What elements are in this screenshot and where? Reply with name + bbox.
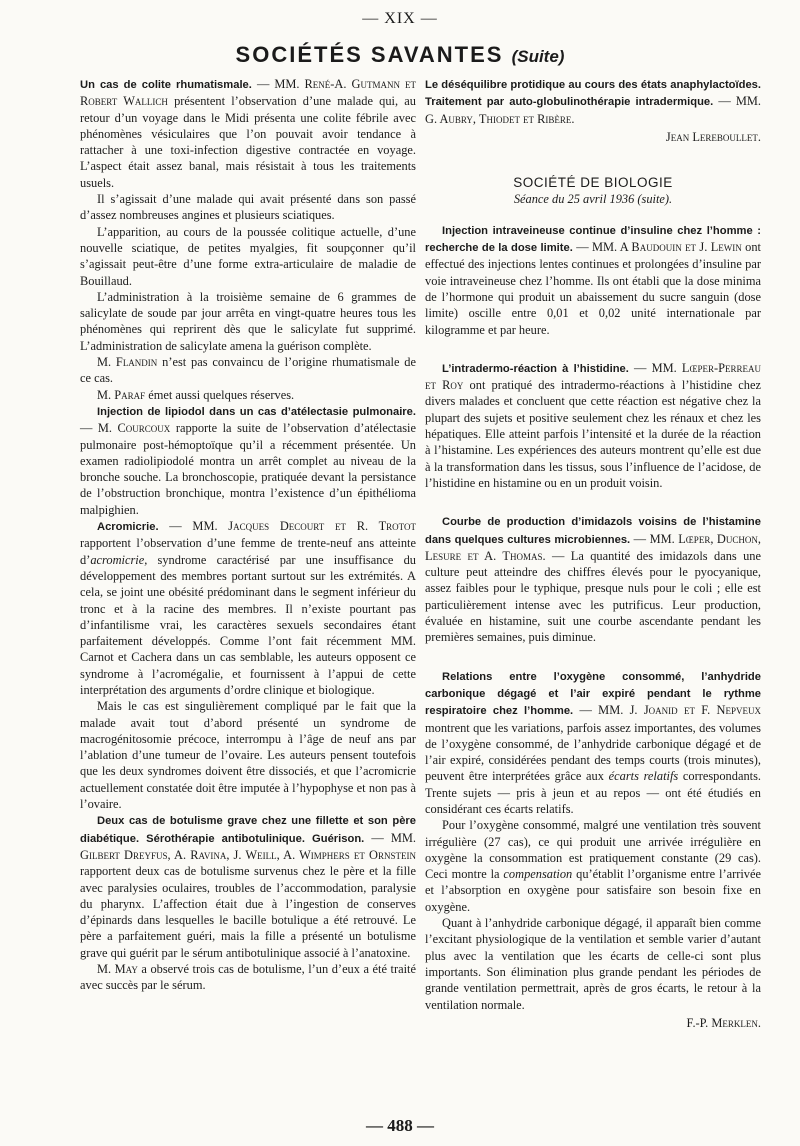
article-insuline: Injection intraveineuse continue d’insuline chez l’homme : recherche de la dose limite. — MM. A Baudouin et J. Lewin ont effectué des injections lentes continues et prolongées d’insuline par voie intraveineuse chez l’homme. Ils ont établi que la dose minima de l’hormone qui produit un abaissement du sucre sanguin (dose limite) oscille entre 0,01 et 0,02 unité internationale par kilogramme et par heure.: [425, 224, 761, 337]
article-paragraph: L’apparition, au cours de la poussée colitique actuelle, d’une nouvelle sciatique, de petites myalgies, fit soupçonner qu’il s’agissait peut-être d’une forme extra-articulaire de maladie de Bouillaud.: [80, 224, 416, 288]
article-text: rapportent l’observation d’une femme de trente-neuf ans atteinte d’: [80, 536, 416, 567]
signature: Jean Lereboullet.: [665, 129, 761, 144]
article-text: La quantité des imidazols dans une culture peut atteindre des chiffres élevés pour le pyocyanique, assez faibles pour le typhique, presque nuls pour le coli ; elle est particulièrement intense avec les putrificus. Leur production, évaluée en histamine, suit une courbe ascendante pendant les premières semaines, puis diminue.: [425, 548, 761, 645]
article-text: a observé trois cas de botulisme, l’un d’eux a été traité avec succès par le sérum.: [80, 962, 416, 993]
article-text: ont effectué des injections lentes continues et prolongées d’insuline par voie intraveineuse chez l’homme. Ils ont établi que la dose minima de l’hormone qui produit un abaissement du sucre sanguin (dose limite) oscille entre 0,01 et 0,02 unité internationale par kilogramme et par heure.: [425, 240, 761, 337]
article-title: Acromicrie.: [97, 521, 159, 534]
page-number: — 488 —: [366, 1116, 434, 1135]
session-date: Séance du 25 avril 1936 (suite).: [513, 192, 673, 207]
article-text: syndrome caractérisé par une insuffisance du développement des membres portant surtout sur les extrémités. A cela, se joint une obésité prédominant dans le segment inférieur du tronc et à la racine des membres. Il n’existe pourtant pas d’infantilisme vrai, les caractères sexuels secondaires étant parfaitement développés. Comme l’ont fait récemment MM. Carnot et Cachera dans un cas semblable, les auteurs opposent ce syndrome à l’acromégalie, et fournissent à l’appui de cette interprétation des arguments d’ordre clinique et biologique.: [80, 552, 416, 697]
discussant-name: M. Flandin: [97, 355, 158, 370]
section-title-suite: (Suite): [511, 47, 565, 66]
article-anaphylactoides: Le déséquilibre protidique au cours des états anaphylactoïdes. Traitement par auto-globulinothérapie intradermique. — MM. G. Aubry, Thiodet et Ribère.: [425, 79, 761, 126]
article-authors: MM. Gilbert Dreyfus, A. Ravina, J. Weill, A. Wimphers et Ornstein: [80, 830, 416, 862]
article-text: ont pratiqué des intradermo-réactions à l’histidine chez divers malades et concluent que cette réaction est négative chez la plupart des sujets et positive seulement chez les rénaux et chez les hépatiques. Elle atteint parfois l’intensité et la durée de la réaction à l’histamine. Les expériences des auteurs montrent qu’elle est due à la transformation dans les tissus, sous l’influence de l’acidose, de l’histidine en histamine ou en un produit voisin.: [425, 378, 761, 490]
left-column: [80, 76, 416, 994]
article-title: L’intradermo-réaction à l’histidine.: [442, 362, 629, 375]
article-authors: MM. A Baudouin et J. Lewin: [591, 240, 742, 255]
article-text: n’est pas convaincu de l’origine rhumatismale de ce cas.: [80, 355, 416, 386]
page-roman-numeral: — XIX —: [362, 10, 438, 27]
article-text: rapporte la suite de l’observation d’atélectasie pulmonaire post-hémoptoïque qu’il a récemment présentée. Un examen radiolipiodolé montra un arrêt complet au niveau de la bronche souche. La bronchoscopie, pratiquée devant la persistance de l’obstruction bronchique, montra l’existence d’un épithélioma malpighien.: [80, 421, 416, 517]
article-term: acromicrie,: [90, 552, 148, 567]
article-authors: MM. J. Joanid et F. Nepveux: [598, 703, 761, 718]
section-title-text: SOCIÉTÉS SAVANTES: [235, 42, 504, 67]
article-text: Pour l’oxygène consommé, malgré une ventilation très souvent irrégulière (27 cas), ce qui produit une arrivée irrégulière en oxygène la consommation est pratiquement constante (29 cas). Ceci montre la: [425, 818, 761, 882]
discussant-name: M. May: [97, 962, 138, 977]
article-paragraph: Quant à l’anhydride carbonique dégagé, il apparaît bien comme l’excitant physiologique de la ventilation et semble varier d’autant plus avec la ventilation que les écarts de celle-ci sont plus importants. Son élimination plus grande pendant les périodes de grande ventilation permettrait, après de gros écarts, le retour à la ventilation normale.: [425, 916, 761, 1012]
signature: F.-P. Merklen.: [686, 1015, 761, 1030]
article-acromicrie: Acromicrie. — MM. Jacques Decourt et R. Trotot rapportent l’observation d’une femme de trente-neuf ans atteinte d’acromicrie, syndrome caractérisé par une insuffisance du développement des membres portant surtout sur les extrémités. A cela, se joint une obésité prédominant dans le segment inférieur du tronc et à la racine des membres. Il n’existe pourtant pas d’infantilisme vrai, les caractères sexuels secondaires étant parfaitement développés. Comme l’ont fait récemment MM. Carnot et Cachera dans un cas semblable, les auteurs opposent ce syndrome à l’acromégalie, et fournissent à l’appui de cette interprétation des arguments d’ordre clinique et biologique.: [80, 519, 416, 697]
article-title: Injection intraveineuse continue d’insuline chez l’homme : recherche de la dose limite.: [425, 224, 761, 255]
article-histidine: L’intradermo-réaction à l’histidine. — MM. Lœper-Perreau et Roy ont pratiqué des intradermo-réactions à l’histidine chez divers malades et concluent que cette réaction est négative chez la plupart des sujets et positive seulement chez les rénaux et chez les hépatiques. Elle atteint parfois l’intensité et la durée de la réaction à l’histamine. Les expériences des auteurs montrent qu’elle est due à la transformation dans les tissus, sous l’influence de l’acidose, de l’histidine en histamine ou en un produit voisin.: [425, 360, 761, 490]
society-heading: SOCIÉTÉ DE BIOLOGIE: [513, 175, 673, 191]
article-paragraph: Mais le cas est singulièrement compliqué par le fait que la malade avait tout d’abord présenté un syndrome de macrogénitosomie précoce, interrompu à l’âge de neuf ans par l’ablation d’une tumeur de l’ovaire. Les auteurs pensent toutefois que les deux syndromes doivent être dissociés, et que l’acromicrie actuellement constatée doit être imputée à l’hypophyse et non pas à l’ovaire.: [80, 699, 416, 812]
article-lipiodol: Injection de lipiodol dans un cas d’atélectasie pulmonaire. — M. Courcoux rapporte la suite de l’observation d’atélectasie pulmonaire post-hémoptoïque qu’il a récemment présentée. Un examen radiolipiodolé montra un arrêt complet au niveau de la bronche souche. La bronchoscopie, pratiquée devant la persistance de l’obstruction bronchique, montra l’existence d’un épithélioma malpighien.: [80, 405, 416, 517]
article-text: présentent l’observation d’une malade qui, au retour d’un voyage dans le Midi présenta une colite fébrile avec phénomènes vésiculaires que l’on pouvait avoir tendance à rattacher à une toxi-infection digestive contractée en voyage. L’aspect était assez banal, mais résistait à tous les traitements usuels.: [80, 94, 416, 190]
article-paragraph: Il s’agissait d’une malade qui avait présenté dans son passé d’assez nombreuses angines et plusieurs sciatiques.: [80, 192, 416, 223]
article-text: montrent que les variations, parfois assez importantes, des volumes de l’oxygène consommé, de l’anhydride carbonique dégagé et de l’air expiré, considérées pendant des temps courts (trois minutes), peuvent être interprétées grâce aux: [425, 720, 761, 784]
section-title: [0, 42, 800, 68]
article-oxygene: Relations entre l’oxygène consommé, l’anhydride carbonique dégagé et l’air expiré pendant le rythme respiratoire chez l’homme. — MM. J. Joanid et F. Nepveux montrent que les variations, parfois assez importantes, des volumes de l’oxygène consommé, de l’anhydride carbonique dégagé et de l’air expiré, considérées pendant des temps courts (trois minutes), peuvent être interprétées grâce aux écarts relatifs correspondants. Trente sujets — pris à jeun et au repos — ont été étudiés en considérant ces écarts relatifs.: [425, 670, 761, 816]
article-imidazols: Courbe de production d’imidazols voisins de l’histamine dans quelques cultures microbiennes. — MM. Lœper, Duchon, Lesure et A. Thomas. — La quantité des imidazols dans une culture peut atteindre des chiffres élevés pour le pyocyanique, assez faibles pour le typhique, presque nuls pour le coli ; elle est particulièrement intense avec les putrificus. Leur production, évaluée en histamine, suit une courbe ascendante pendant les premières semaines, puis diminue.: [425, 516, 761, 645]
article-authors: MM. René-A. Gutmann et Robert Wallich: [80, 77, 416, 109]
article-title: Deux cas de botulisme grave chez une fillette et son père diabétique. Sérothérapie antibotulinique. Guérison.: [80, 815, 416, 845]
right-column: [425, 76, 761, 1031]
article-title: Injection de lipiodol dans un cas d’atélectasie pulmonaire.: [97, 405, 416, 418]
article-authors: MM. Lœper, Duchon, Lesure et A. Thomas.: [425, 531, 761, 563]
article-paragraph: [80, 354, 416, 387]
article-text: émet aussi quelques réserves.: [148, 387, 295, 402]
article-authors: M. Courcoux: [97, 421, 171, 436]
article-title: Un cas de colite rhumatismale.: [80, 79, 252, 91]
article-botulisme: Deux cas de botulisme grave chez une fillette et son père diabétique. Sérothérapie antibotulinique. Guérison. — MM. Gilbert Dreyfus, A. Ravina, J. Weill, A. Wimphers et Ornstein rapportent deux cas de botulisme survenus chez le père et la fille avec paralysies oculaires, troubles de l’accommodation, paralysie du pharynx. L’affection était due à l’ingestion de conserves d’épinards dans lesquelles le bacille botulique a été retrouvé. Le père a parfaitement guéri, mais la fille a présenté un botulisme grave qui guérit par le sérum antibotulinique associé à l’anatoxine.: [80, 815, 416, 960]
article-paragraph: [80, 387, 416, 403]
article-authors: MM. G. Aubry, Thiodet et Ribère.: [425, 94, 761, 126]
article-title: Courbe de production d’imidazols voisins de l’histamine dans quelques cultures microbiennes.: [425, 516, 761, 546]
discussant-name: M. Paraf: [97, 387, 146, 402]
article-authors: MM. Lœper-Perreau et Roy: [425, 360, 761, 393]
article-paragraph: L’administration à la troisième semaine de 6 grammes de salicylate de soude par jour arrêta en vingt-quatre heures tous les phénomènes qui reprirent dès que le salicylate fut supprimé. L’administration de salicylate amena la guérison complète.: [80, 289, 416, 353]
article-colite: Un cas de colite rhumatismale. — MM. René-A. Gutmann et Robert Wallich présentent l’observation d’une malade qui, au retour d’un voyage dans le Midi présenta une colite fébrile avec phénomènes vésiculaires que l’on pouvait avoir tendance à rattacher à une toxi-infection digestive contractée en voyage. L’aspect était assez banal, mais résistait à tous les traitements usuels.: [80, 77, 416, 190]
article-term: écarts relatifs: [608, 769, 679, 784]
article-title: Le déséquilibre protidique au cours des états anaphylactoïdes. Traitement par auto-globulinothérapie intradermique.: [425, 79, 761, 109]
article-title: Relations entre l’oxygène consommé, l’anhydride carbonique dégagé et l’air expiré pendant le rythme respiratoire chez l’homme.: [425, 670, 761, 718]
article-text: qu’établit l’organisme entre l’arrivée et l’absorption en oxygène pour satisfaire son besoin fixe en oxygène.: [425, 867, 761, 914]
article-authors: MM. Jacques Decourt et R. Trotot: [192, 519, 416, 534]
article-paragraph: [425, 817, 761, 915]
article-text: rapportent deux cas de botulisme survenus chez le père et la fille avec paralysies oculaires, troubles de l’accommodation, paralysie du pharynx. L’affection était due à l’ingestion de conserves d’épinards dans lesquelles le bacille botulique a été retrouvé. Le père a parfaitement guéri, mais la fille a présenté un botulisme grave qui guérit par le sérum antibotulinique associé à l’anatoxine.: [80, 864, 416, 960]
article-paragraph: [80, 961, 416, 994]
article-text: correspondants. Trente sujets — pris à jeun et au repos — ont été étudiés en considérant ces écarts relatifs.: [425, 769, 761, 816]
article-term: compensation: [503, 867, 573, 882]
